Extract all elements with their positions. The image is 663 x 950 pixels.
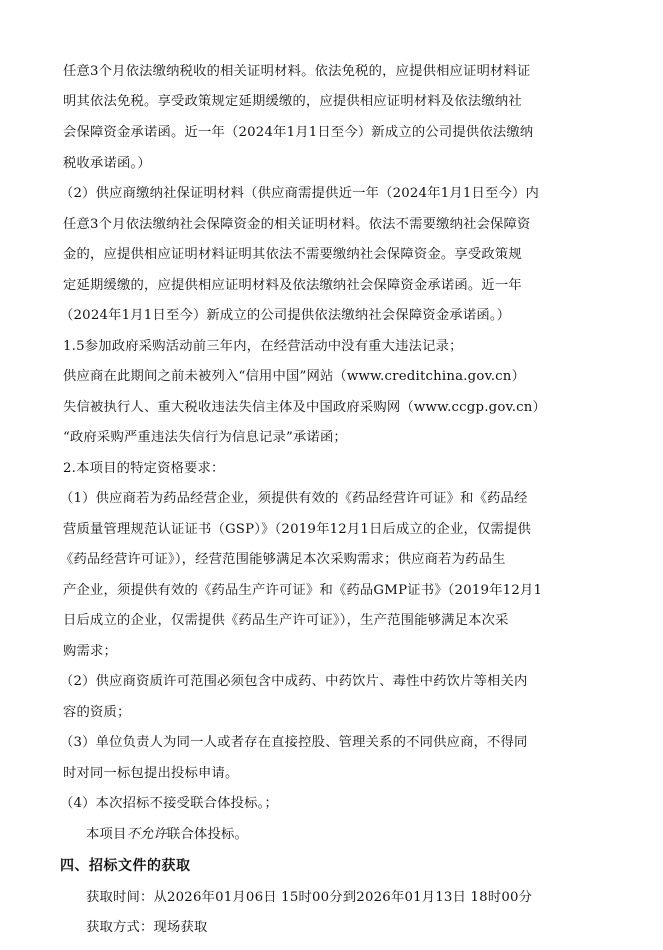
text-line: “政府采购严重违法失信行为信息记录”承诺函； bbox=[63, 430, 347, 445]
text-line: 购需求； bbox=[63, 644, 117, 659]
text-line: （4）本次招标不接受联合体投标。； bbox=[60, 796, 278, 811]
text-line: 时对同一标包提出投标申请。 bbox=[63, 766, 239, 781]
text-line: 1.5参加政府采购活动前三年内，在经营活动中没有重大违法记录； bbox=[63, 339, 463, 354]
text-line: 《药品经营许可证》），经营范围能够满足本次采购需求；供应商若为药品生 bbox=[60, 552, 506, 567]
text-line: （2）供应商缴纳社保证明材料（供应商需提供近一年（2024年1月1日至今）内 bbox=[60, 186, 540, 201]
text-line: （2）供应商资质许可范围必须包含中成药、中药饮片、毒性中药饮片等相关内 bbox=[60, 674, 528, 689]
text-line: 金的，应提供相应证明材料证明其依法不需要缴纳社会保障资金。享受政策规 bbox=[63, 247, 522, 262]
consortium-emphasis: 不允许 bbox=[126, 827, 167, 842]
section-heading: 四、招标文件的获取 bbox=[60, 858, 191, 874]
text-line: 会保障资金承诺函。近一年（2024年1月1日至今）新成立的公司提供依法缴纳 bbox=[63, 125, 534, 140]
text-line: 营质量管理规范认证证书（GSP）》（2019年12月1日后成立的企业，仅需提供 bbox=[63, 522, 532, 537]
text-line: 失信被执行人、重大税收违法失信主体及中国政府采购网（www.ccgp.gov.cn） bbox=[63, 400, 547, 415]
text-line: 税收承诺函。） bbox=[63, 156, 151, 171]
acquisition-method: 获取方式：现场获取 bbox=[86, 920, 208, 935]
text-line: （3）单位负责人为同一人或者存在直接控股、管理关系的不同供应商，不得同 bbox=[60, 735, 528, 750]
text-line: （1）供应商若为药品经营企业，须提供有效的《药品经营许可证》和《药品经 bbox=[60, 491, 528, 506]
consortium-line bbox=[86, 825, 248, 845]
text-line: 任意3个月依法缴纳社会保障资金的相关证明材料。依法不需要缴纳社会保障资 bbox=[63, 217, 531, 232]
text-line: 任意3个月依法缴纳税收的相关证明材料。依法免税的，应提供相应证明材料证 bbox=[63, 64, 531, 79]
text-line: 定延期缓缴的，应提供相应证明材料及依法缴纳社会保障资金承诺函。近一年 bbox=[63, 278, 522, 293]
text-line: 明其依法免税。享受政策规定延期缓缴的，应提供相应证明材料及依法缴纳社 bbox=[63, 94, 522, 109]
consortium-suffix: 联合体投标。 bbox=[167, 827, 248, 842]
text-line: 供应商在此期间之前未被列入“信用中国”网站（www.creditchina.gov.cn） bbox=[63, 369, 526, 384]
text-line: 容的资质； bbox=[63, 705, 131, 720]
text-line: 产企业，须提供有效的《药品生产许可证》和《药品GMP证书》（2019年12月1 bbox=[63, 583, 543, 598]
consortium-prefix: 本项目 bbox=[86, 827, 127, 842]
text-line: 日后成立的企业，仅需提供《药品生产许可证》），生产范围能够满足本次采 bbox=[63, 613, 509, 628]
text-line: 2.本项目的特定资格要求： bbox=[63, 461, 225, 476]
acquisition-time: 获取时间：从2026年01月06日 15时00分到2026年01月13日 18时00分 bbox=[86, 890, 533, 905]
text-line: （2024年1月1日至今）新成立的公司提供依法缴纳社会保障资金承诺函。） bbox=[60, 308, 511, 323]
